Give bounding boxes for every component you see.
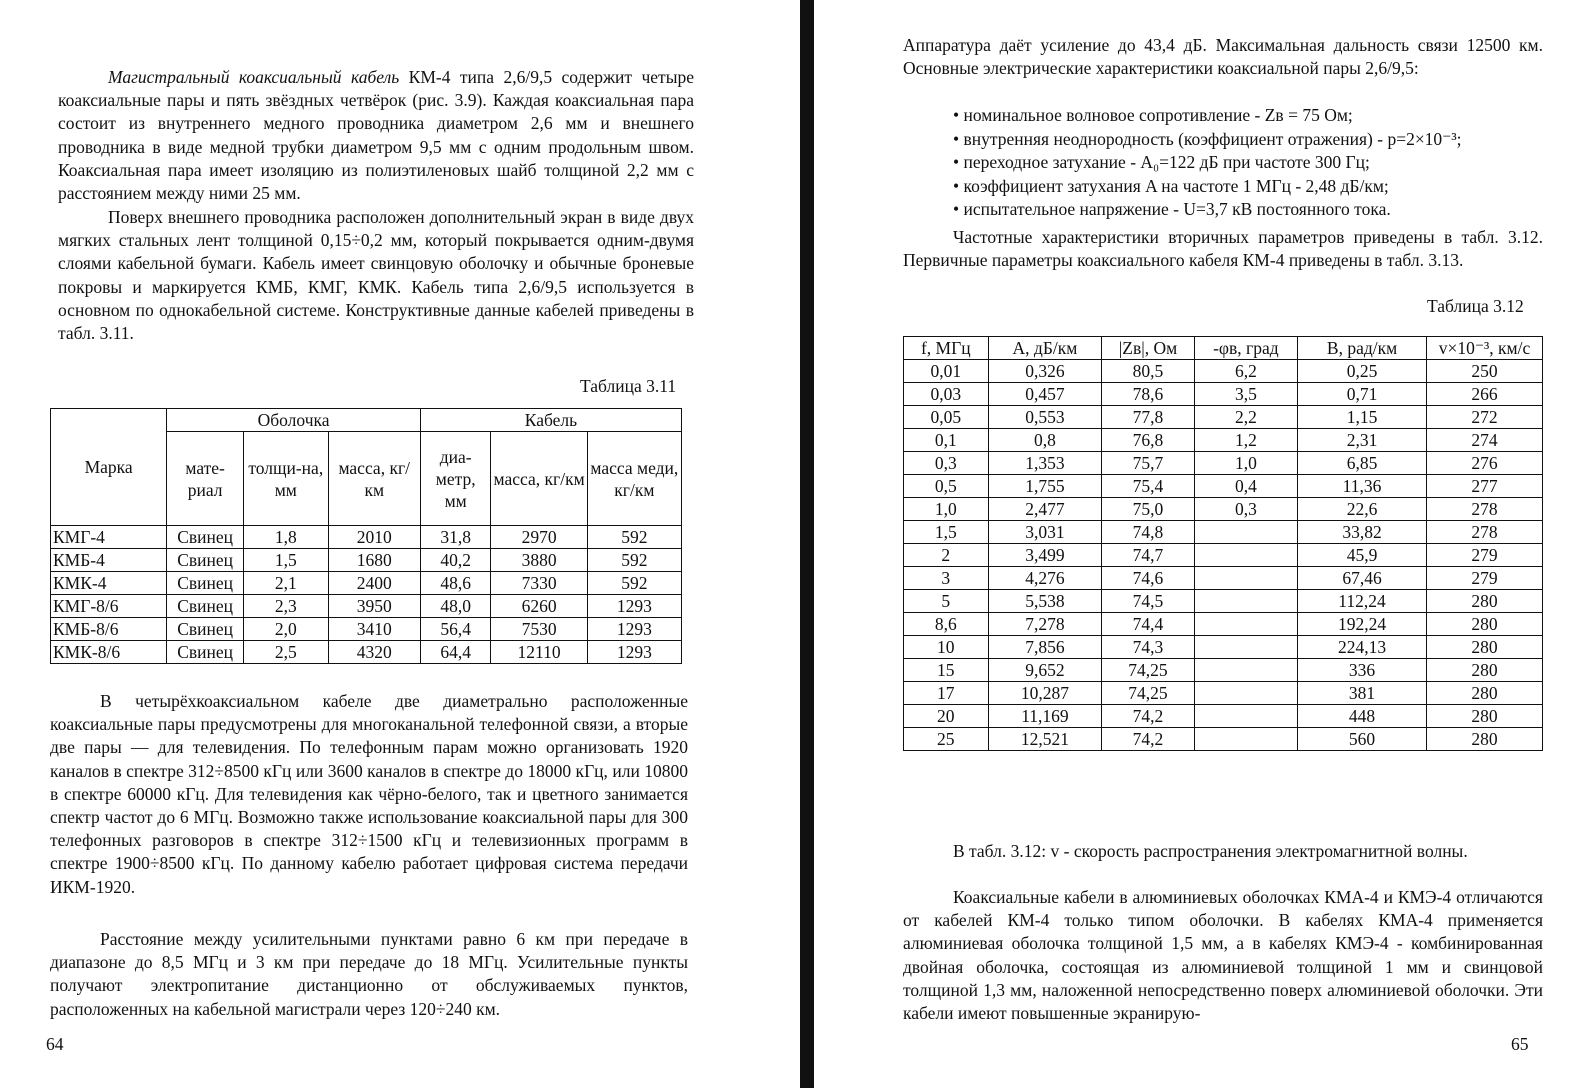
cell: 1,5	[244, 549, 329, 572]
cell: 280	[1426, 636, 1542, 659]
table-row	[51, 572, 682, 595]
cell: 1,0	[1194, 452, 1297, 475]
table-row	[51, 641, 682, 664]
characteristics-list	[953, 104, 1553, 222]
cell: 74,25	[1102, 659, 1194, 682]
cell: 74,2	[1102, 728, 1194, 751]
cell: 0,71	[1298, 383, 1427, 406]
cell: 2,1	[244, 572, 329, 595]
cell: 448	[1298, 705, 1427, 728]
header-phase-coefficient: B, рад/км	[1298, 337, 1427, 360]
cell: 592	[587, 526, 681, 549]
cell: 75,7	[1102, 452, 1194, 475]
table-row	[904, 521, 1543, 544]
cell	[1194, 521, 1297, 544]
cell: 75,4	[1102, 475, 1194, 498]
cell: 3950	[328, 595, 420, 618]
cell: 1,15	[1298, 406, 1427, 429]
cell: 272	[1426, 406, 1542, 429]
cell: 2,477	[988, 498, 1102, 521]
cell: 280	[1426, 682, 1542, 705]
cell: 6,85	[1298, 452, 1427, 475]
cell: 280	[1426, 728, 1542, 751]
cell: 48,6	[420, 572, 491, 595]
paragraph-amplifiers: Расстояние между усилительными пунктами равно 6 км при передаче в диапазоне до 8,5 МГц и 3 км при передаче до 18 МГц. Усилительные пункты получают электропитание дистанционно от обслуживаемых пунктов, расположенных на кабельной магистрали через 120÷240 км.	[50, 929, 688, 1019]
cell: 31,8	[420, 526, 491, 549]
cell: 592	[587, 572, 681, 595]
list-item: • переходное затухание - A₀=122 дБ при частоте 300 Гц;	[953, 151, 1553, 175]
cell: 4,276	[988, 567, 1102, 590]
cell: 2970	[491, 526, 587, 549]
table-3-12	[903, 336, 1543, 751]
cell: 4320	[328, 641, 420, 664]
cell: 3,499	[988, 544, 1102, 567]
cell: 0,8	[988, 429, 1102, 452]
paragraph-apparatus: Аппаратура даёт усиление до 43,4 дБ. Максимальная дальность связи 12500 км. Основные электрические характеристики коаксиальной пары 2,6/9,5:	[903, 35, 1543, 79]
list-item: • номинальное волновое сопротивление - Zв = 75 Ом;	[953, 104, 1553, 128]
cell: 6260	[491, 595, 587, 618]
cell: 12,521	[988, 728, 1102, 751]
cell: 381	[1298, 682, 1427, 705]
cell: 74,7	[1102, 544, 1194, 567]
cell: КМК-8/6	[51, 641, 167, 664]
cell: 279	[1426, 567, 1542, 590]
book-spine	[800, 0, 814, 1088]
cell: 2,0	[244, 618, 329, 641]
cell: 1,2	[1194, 429, 1297, 452]
table-row	[904, 383, 1543, 406]
paragraph-frequency: Частотные характеристики вторичных параметров приведены в табл. 3.12. Первичные параметры коаксиального кабеля КМ-4 приведены в табл. 3.13.	[903, 227, 1543, 271]
cell: 7,278	[988, 613, 1102, 636]
cell: 75,0	[1102, 498, 1194, 521]
cell: 1293	[587, 595, 681, 618]
cell: 279	[1426, 544, 1542, 567]
cell: 1293	[587, 618, 681, 641]
header-obolochka: Оболочка	[167, 409, 421, 432]
table-row	[904, 705, 1543, 728]
table-row	[904, 360, 1543, 383]
cell: Свинец	[167, 641, 244, 664]
cell: 5	[904, 590, 989, 613]
cell: КМГ-4	[51, 526, 167, 549]
cell: 276	[1426, 452, 1542, 475]
cell: 74,25	[1102, 682, 1194, 705]
cell: 1,0	[904, 498, 989, 521]
cell: 2,5	[244, 641, 329, 664]
cell: 3,031	[988, 521, 1102, 544]
cell: 0,1	[904, 429, 989, 452]
paragraph-text: КМ-4 типа 2,6/9,5 содержит четыре коаксиальные пары и пять звёздных четвёрок (рис. 3.9). Каждая коаксиальная пара состоит из внутреннего медного проводника диаметром 2,6 мм и внешнего проводника в виде медной трубки диаметром 9,5 мм с одним продольным швом. Коаксиальная пара имеет изоляцию из полиэтиленовых шайб толщиной 2,2 мм с расстоянием между ними 25 мм.	[58, 67, 694, 204]
table-row	[904, 682, 1543, 705]
cell: 22,6	[1298, 498, 1427, 521]
cell: 76,8	[1102, 429, 1194, 452]
cell: 250	[1426, 360, 1542, 383]
table-row	[904, 659, 1543, 682]
cell: 17	[904, 682, 989, 705]
cell: 336	[1298, 659, 1427, 682]
cell: 280	[1426, 590, 1542, 613]
cell: 1,755	[988, 475, 1102, 498]
header-material: мате-риал	[167, 432, 244, 526]
table-row	[904, 636, 1543, 659]
header-impedance: |Zв|, Ом	[1102, 337, 1194, 360]
table-row	[904, 567, 1543, 590]
cell: 0,05	[904, 406, 989, 429]
cell: 0,25	[1298, 360, 1427, 383]
table-row	[904, 498, 1543, 521]
table-row	[51, 549, 682, 572]
table-caption-3-11: Таблица 3.11	[580, 376, 677, 396]
cell: 0,4	[1194, 475, 1297, 498]
cell: 67,46	[1298, 567, 1427, 590]
cell: 6,2	[1194, 360, 1297, 383]
header-frequency: f, МГц	[904, 337, 989, 360]
cell: 0,457	[988, 383, 1102, 406]
cell: 2	[904, 544, 989, 567]
cell: КМК-4	[51, 572, 167, 595]
cell: 1,5	[904, 521, 989, 544]
cell: 7530	[491, 618, 587, 641]
table-caption-3-12: Таблица 3.12	[1427, 296, 1524, 316]
cell: 11,36	[1298, 475, 1427, 498]
paragraph-screen: Поверх внешнего проводника расположен дополнительный экран в виде двух мягких стальных лент толщиной 0,15÷0,2 мм, который покрывается одним-двумя слоями кабельной бумаги. Кабель имеет свинцовую оболочку и обычные броневые покровы и маркируется КМБ, КМГ, КМК. Кабель типа 2,6/9,5 используется в основном по однокабельной системе. Конструктивные данные кабелей приведены в табл. 3.11.	[58, 207, 694, 344]
cell: 0,553	[988, 406, 1102, 429]
cell: 112,24	[1298, 590, 1427, 613]
cell: Свинец	[167, 526, 244, 549]
cell: 192,24	[1298, 613, 1427, 636]
table-row	[904, 406, 1543, 429]
cell: 278	[1426, 498, 1542, 521]
cell: 80,5	[1102, 360, 1194, 383]
cell: 1293	[587, 641, 681, 664]
paragraph-four-coax: В четырёхкоаксиальном кабеле две диаметрально расположенные коаксиальные пары предусмотрены для многоканальной телефонной связи, а вторые две пары — для телевидения. По телефонным парам можно организовать 1920 каналов в спектре 312÷8500 кГц или 3600 каналов в спектре до 18000 кГц, или 10800 в спектре 60000 кГц. Для телевидения как чёрно-белого, так и цветного занимается спектр частот до 6 МГц. Возможно также использование коаксиальной пары для 300 телефонных разговоров в спектре 312÷1500 кГц и телевизионных программ в спектре 1900÷8500 кГц. По данному кабелю работает цифровая система передачи ИКМ-1920.	[50, 691, 688, 897]
cell	[1194, 659, 1297, 682]
cell	[1194, 728, 1297, 751]
cell	[1194, 567, 1297, 590]
cell: 12110	[491, 641, 587, 664]
header-mass-sheath: масса, кг/км	[328, 432, 420, 526]
table-row	[904, 590, 1543, 613]
cell	[1194, 682, 1297, 705]
cell: 2400	[328, 572, 420, 595]
page-number-right: 65	[1511, 1034, 1529, 1054]
cell: 25	[904, 728, 989, 751]
cell: КМБ-8/6	[51, 618, 167, 641]
cell: 7330	[491, 572, 587, 595]
cell: 8,6	[904, 613, 989, 636]
cell: 560	[1298, 728, 1427, 751]
cell: 280	[1426, 705, 1542, 728]
cell: 74,8	[1102, 521, 1194, 544]
cell: 0,3	[904, 452, 989, 475]
cell: 11,169	[988, 705, 1102, 728]
header-phase: -φв, град	[1194, 337, 1297, 360]
table-row	[904, 429, 1543, 452]
cell: КМБ-4	[51, 549, 167, 572]
header-diameter: диа-метр, мм	[420, 432, 491, 526]
header-velocity: v×10⁻³, км/с	[1426, 337, 1542, 360]
cell: 74,5	[1102, 590, 1194, 613]
header-thickness: толщи-на, мм	[244, 432, 329, 526]
cell: Свинец	[167, 618, 244, 641]
cell: 20	[904, 705, 989, 728]
header-attenuation: A, дБ/км	[988, 337, 1102, 360]
header-mass-cable: масса, кг/км	[491, 432, 587, 526]
cell	[1194, 705, 1297, 728]
paragraph-km4-intro	[58, 66, 694, 205]
cell: 2,2	[1194, 406, 1297, 429]
table-3-12-body	[904, 360, 1543, 751]
cell: 77,8	[1102, 406, 1194, 429]
cell: 0,03	[904, 383, 989, 406]
cell: 3	[904, 567, 989, 590]
cell: 1680	[328, 549, 420, 572]
cell: 2010	[328, 526, 420, 549]
cell: 3,5	[1194, 383, 1297, 406]
table-row	[904, 475, 1543, 498]
paragraph-aluminium-cables: Коаксиальные кабели в алюминиевых оболочках КМА-4 и КМЭ-4 отличаются от кабелей КМ-4 только типом оболочки. В кабелях КМА-4 применяется алюминиевая оболочка толщиной 1,5 мм, а в кабелях КМЭ-4 - комбинированная двойная оболочка, состоящая из алюминиевой толщиной 1 мм и свинцовой толщиной 1,3 мм, наложенной непосредственно поверх алюминиевой оболочки. Эти кабели имеют повышенные экранирую-	[903, 887, 1543, 1024]
cell: 0,3	[1194, 498, 1297, 521]
cell: 74,4	[1102, 613, 1194, 636]
cell: Свинец	[167, 572, 244, 595]
cell: 56,4	[420, 618, 491, 641]
header-kabel: Кабель	[420, 409, 681, 432]
cell: 266	[1426, 383, 1542, 406]
cell: 45,9	[1298, 544, 1427, 567]
cell: 280	[1426, 659, 1542, 682]
table-row	[904, 452, 1543, 475]
cell: 74,3	[1102, 636, 1194, 659]
cell: 78,6	[1102, 383, 1194, 406]
cell: 10,287	[988, 682, 1102, 705]
cell: 74,6	[1102, 567, 1194, 590]
cell	[1194, 544, 1297, 567]
cell	[1194, 636, 1297, 659]
cell: 3410	[328, 618, 420, 641]
cell: Свинец	[167, 595, 244, 618]
table-row	[904, 544, 1543, 567]
cell: 274	[1426, 429, 1542, 452]
cell: 15	[904, 659, 989, 682]
cell: 3880	[491, 549, 587, 572]
cell: 278	[1426, 521, 1542, 544]
header-copper-mass: масса меди, кг/км	[587, 432, 681, 526]
paragraph-table-note: В табл. 3.12: v - скорость распространения электромагнитной волны.	[953, 841, 1468, 861]
page-number-left: 64	[46, 1034, 64, 1054]
cell: КМГ-8/6	[51, 595, 167, 618]
cell: 2,31	[1298, 429, 1427, 452]
cell: 5,538	[988, 590, 1102, 613]
cell: 33,82	[1298, 521, 1427, 544]
right-page	[815, 0, 1584, 1088]
list-item: • внутренняя неоднородность (коэффициент отражения) - p=2×10⁻³;	[953, 128, 1553, 152]
cell: 74,2	[1102, 705, 1194, 728]
table-row	[904, 613, 1543, 636]
cell: 10	[904, 636, 989, 659]
list-item: • испытательное напряжение - U=3,7 кВ постоянного тока.	[953, 198, 1553, 222]
cell: 40,2	[420, 549, 491, 572]
cell: 0,326	[988, 360, 1102, 383]
cell	[1194, 590, 1297, 613]
list-item: • коэффициент затухания A на частоте 1 МГц - 2,48 дБ/км;	[953, 175, 1553, 199]
cell: 277	[1426, 475, 1542, 498]
header-marka: Марка	[51, 409, 167, 526]
table-row	[904, 728, 1543, 751]
term-italic: Магистральный коаксиальный кабель	[108, 67, 400, 87]
cell: 48,0	[420, 595, 491, 618]
cell: 2,3	[244, 595, 329, 618]
table-row	[51, 595, 682, 618]
cell: 7,856	[988, 636, 1102, 659]
cell: 1,353	[988, 452, 1102, 475]
cell: 0,5	[904, 475, 989, 498]
table-row	[51, 618, 682, 641]
table-3-11	[50, 408, 682, 664]
cell: 224,13	[1298, 636, 1427, 659]
cell: 9,652	[988, 659, 1102, 682]
cell: 1,8	[244, 526, 329, 549]
cell: 592	[587, 549, 681, 572]
cell: 280	[1426, 613, 1542, 636]
cell: Свинец	[167, 549, 244, 572]
cell: 64,4	[420, 641, 491, 664]
cell: 0,01	[904, 360, 989, 383]
cell	[1194, 613, 1297, 636]
table-row	[51, 526, 682, 549]
